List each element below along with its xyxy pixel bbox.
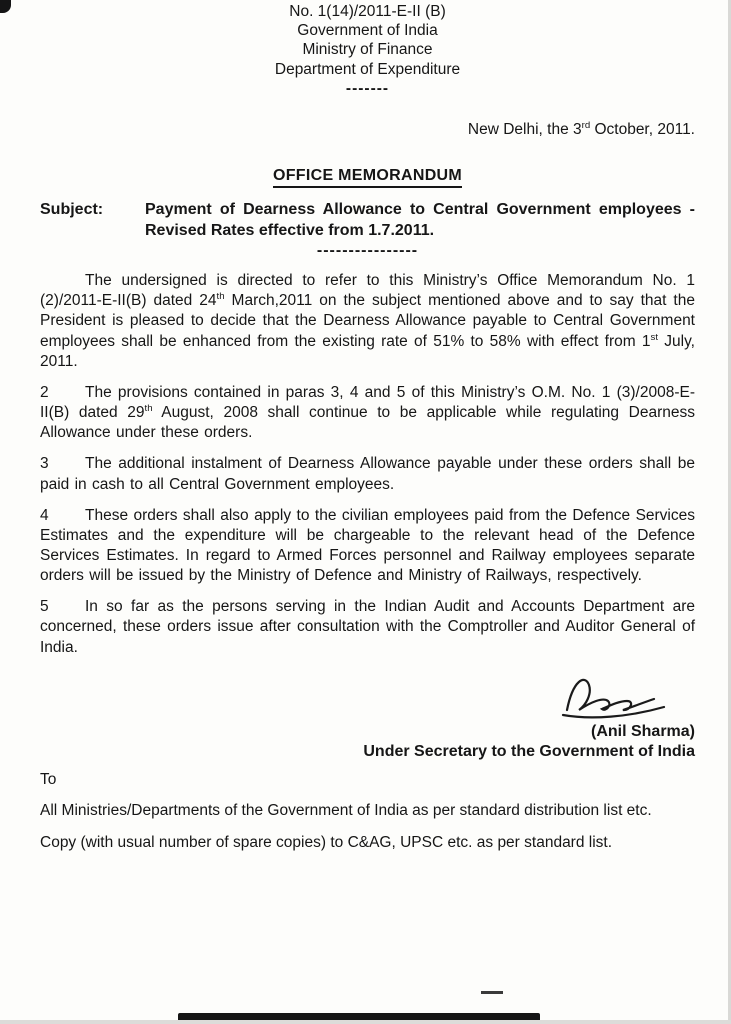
reference-number: No. 1(14)/2011-E-II (B) bbox=[289, 3, 446, 20]
scan-edge-bottom bbox=[0, 1020, 731, 1024]
subject-block bbox=[40, 200, 695, 242]
signature-designation: Under Secretary to the Government of India bbox=[363, 742, 695, 760]
paragraph-4 bbox=[40, 506, 695, 587]
distribution-note-1: All Ministries/Departments of the Government of India as per standard distribution list etc. bbox=[40, 801, 652, 819]
para-text: The undersigned is directed to refer to this Ministry’s Office Memorandum No. 1 (2)/2011-E-II(B) dated 24th March,2011 on the subject mentioned above and to say that the President is pleased to decide that the Dearness Allowance payable to Central Government employees shall be enhanced from the existing rate of 51% to 58% with effect from 1st July, 2011. bbox=[40, 271, 695, 370]
org-line-government: Government of India bbox=[297, 22, 438, 40]
letterhead bbox=[40, 2, 695, 98]
para-text: In so far as the persons serving in the Indian Audit and Accounts Department are concerned, these orders issue after consultation with the Comptroller and Auditor General of India. bbox=[40, 598, 695, 656]
to-label: To bbox=[40, 770, 57, 788]
paragraph-3 bbox=[40, 454, 695, 494]
paragraph-2 bbox=[40, 383, 695, 444]
org-line-ministry: Ministry of Finance bbox=[302, 41, 433, 59]
para-number: 3 bbox=[40, 455, 49, 473]
para-number: 2 bbox=[40, 383, 49, 401]
subject-text: Payment of Dearness Allowance to Central Government employees - Revised Rates effective from 1.7.2011. bbox=[145, 201, 695, 240]
para-text: The additional instalment of Dearness Allowance payable under these orders shall be paid in cash to all Central Government employees. bbox=[40, 455, 695, 493]
para-text: The provisions contained in paras 3, 4 and 5 of this Ministry’s O.M. No. 1 (3)/2008-E-II(B) dated 29th August, 2008 shall continue to be applicable while regulating Dearness Allowance under these orders. bbox=[40, 383, 695, 442]
paragraph-1 bbox=[40, 271, 695, 372]
signature-block bbox=[40, 672, 695, 761]
subject-label: Subject: bbox=[40, 201, 104, 219]
memo-title: OFFICE MEMORANDUM bbox=[273, 167, 462, 188]
signature-name: (Anil Sharma) bbox=[590, 722, 695, 740]
scan-artifact-dash bbox=[481, 991, 503, 994]
paragraph-5 bbox=[40, 597, 695, 657]
distribution-note-2: Copy (with usual number of spare copies) to C&AG, UPSC etc. as per standard list. bbox=[40, 834, 613, 852]
dateline: New Delhi, the 3rd October, 2011. bbox=[467, 120, 695, 139]
para-number: 4 bbox=[40, 506, 49, 524]
subject-divider: ---------------- bbox=[316, 241, 419, 259]
para-number: 5 bbox=[40, 598, 49, 616]
para-text: These orders shall also apply to the civilian employees paid from the Defence Services Estimates and the expenditure will be chargeable to the relevant head of the Defence Services Estimates. In regard to Armed Forces personnel and Railway employees separate orders will be issued by the Ministry of Defence and Ministry of Railways, respectively. bbox=[40, 506, 695, 585]
title-row bbox=[40, 167, 695, 188]
org-line-department: Department of Expenditure bbox=[274, 60, 461, 78]
scan-artifact-corner bbox=[0, 0, 11, 13]
letterhead-divider: ------- bbox=[345, 79, 390, 97]
